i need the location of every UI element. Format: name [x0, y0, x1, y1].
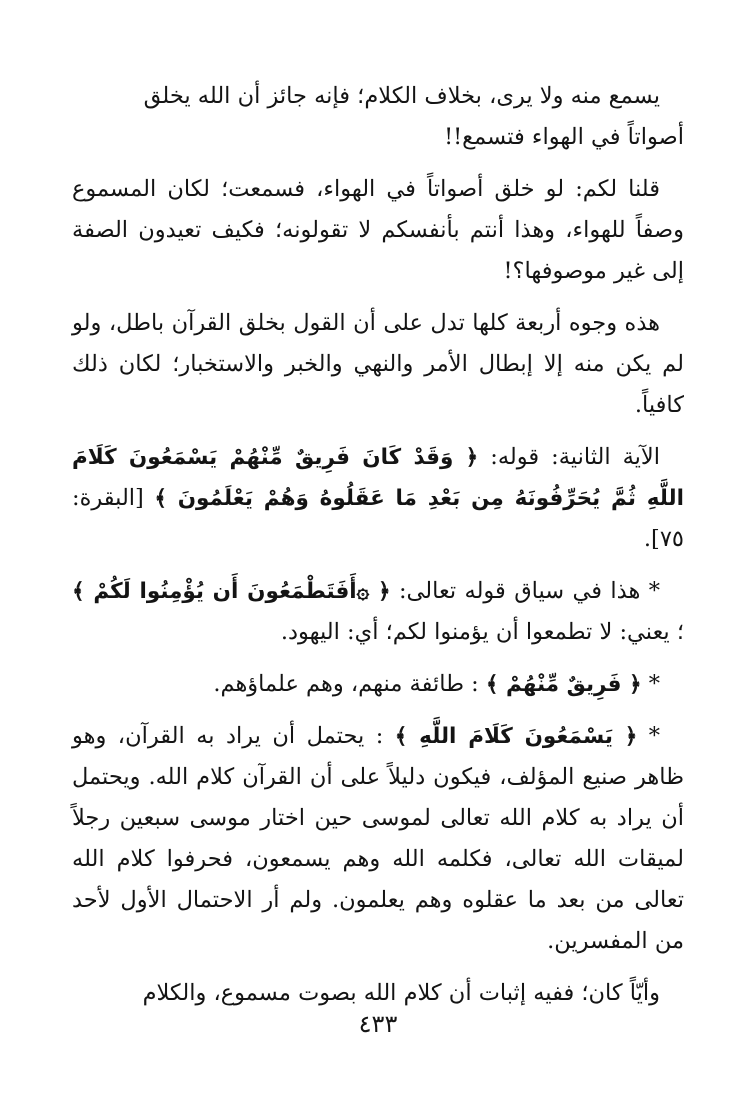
verse-intro: الآية الثانية: قوله: — [478, 444, 660, 470]
paragraph-2 — [72, 169, 684, 292]
commentary-3-verse: ﴿ يَسْمَعُونَ كَلَامَ اللَّهِ ﴾ — [394, 724, 638, 749]
last-paragraph-text: وأيّاً كان؛ ففيه إثبات أن كلام الله بصوت مسموع، والكلام — [142, 980, 660, 1006]
commentary-1-verse: ﴿ ۞أَفَتَطْمَعُونَ أَن يُؤْمِنُوا لَكُمْ ﴾ — [72, 579, 391, 604]
paragraph-1 — [72, 76, 684, 158]
paragraph-1-line-2: أصواتاً في الهواء فتسمع!! — [444, 124, 684, 150]
commentary-1-text: ؛ يعني: لا تطمعوا أن يؤمنوا لكم؛ أي: اليهود. — [280, 619, 684, 645]
commentary-3-prefix: * — [637, 723, 661, 749]
verse-reference: [البقرة: ٧٥]. — [72, 485, 684, 552]
quran-verse: ﴿ وَقَدْ كَانَ فَرِيقٌ مِّنْهُمْ يَسْمَعُونَ كَلَامَ اللَّهِ ثُمَّ يُحَرِّفُونَهُ مِن بَعْدِ مَا عَقَلُوهُ وَهُمْ يَعْلَمُونَ ﴾ — [72, 445, 684, 511]
page-body — [72, 76, 684, 1025]
commentary-2 — [72, 664, 684, 705]
commentary-3 — [72, 716, 684, 962]
paragraph-3-line-2: ولو لم يكن منه إلا إبطال الأمر والنهي والخبر والاستخبار؛ لكان — [72, 310, 685, 377]
commentary-3-text: : يحتمل أن يراد به القرآن، وهو ظاهر صنيع المؤلف، فيكون دليلاً على أن القرآن كلام الله. ويحتمل أن يراد به كلام الله تعالى لموسى حين اختار موسى سبعين رجلاً لميقات الله تعالى، فكلمه الله وهم يسمعون، فحرفوا كلام الله تعالى من بعد ما عقلوه وهم يعلمون. ولم أر الاحتمال الأول لأحد من المفسرين. — [72, 723, 685, 954]
last-paragraph — [72, 973, 684, 1014]
paragraph-2-line-2: المسموع وصفاً للهواء، وهذا أنتم بأنفسكم لا تقولونه؛ فكيف — [72, 176, 685, 243]
paragraph-2-line-3: تعيدون الصفة إلى غير موصوفها؟! — [72, 217, 684, 284]
commentary-1-prefix: * هذا في سياق قوله تعالى: — [390, 578, 660, 604]
commentary-1 — [72, 571, 684, 653]
commentary-2-prefix: * — [641, 671, 660, 697]
commentary-2-text: : طائفة منهم، وهم علماؤهم. — [213, 671, 479, 697]
verse-paragraph — [72, 437, 684, 560]
paragraph-2-line-1: قلنا لكم: لو خلق أصواتاً في الهواء، فسمعت؛ لكان — [167, 176, 660, 202]
page-number: ٤٣٣ — [358, 1010, 398, 1038]
paragraph-1-line-1: يسمع منه ولا يرى، بخلاف الكلام؛ فإنه جائز أن الله يخلق — [143, 83, 660, 109]
paragraph-3-line-1: هذه وجوه أربعة كلها تدل على أن القول بخلق القرآن باطل، — [108, 310, 660, 336]
paragraph-3 — [72, 303, 684, 426]
commentary-2-verse: ﴿ فَرِيقٌ مِّنْهُمْ ﴾ — [485, 672, 642, 697]
paragraph-3-line-3: ذلك كافياً. — [72, 351, 684, 418]
